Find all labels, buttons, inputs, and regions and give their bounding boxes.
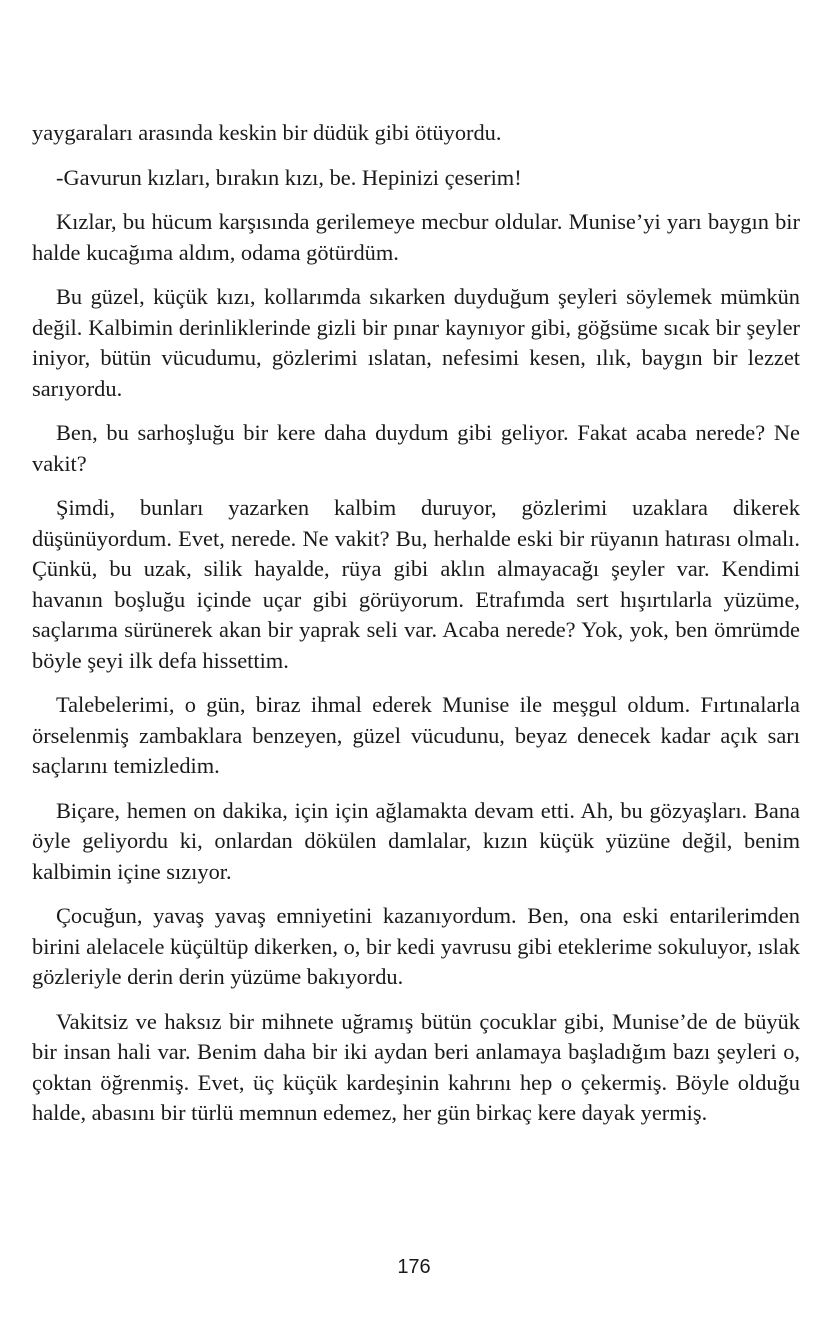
page-number: 176: [397, 1256, 431, 1278]
paragraph-7: Talebelerimi, o gün, biraz ihmal ederek Munise ile meşgul oldum. Fırtınalarla örselenmiş zambaklara benzeyen, güzel vücudunu, beyaz denecek kadar açık sarı saçlarını temizledim.: [32, 692, 800, 778]
page-body: [32, 118, 800, 1143]
paragraph-10: Vakitsiz ve haksız bir mihnete uğramış bütün çocuklar gibi, Munise’de de büyük bir insan hali var. Benim daha bir iki aydan beri anlamaya başladığım bazı şeyleri o, çoktan öğrenmiş. Evet, üç küçük kardeşinin kahrını hep o çekermiş. Böyle olduğu halde, abasını bir türlü memnun edemez, her gün birkaç kere dayak yermiş.: [32, 1008, 800, 1125]
paragraph-6: Şimdi, bunları yazarken kalbim duruyor, gözlerimi uzaklara dikerek düşünüyordum. Evet, nerede. Ne vakit? Bu, herhalde eski bir rüyanın hatırası olmalı. Çünkü, bu uzak, silik hayalde, rüya gibi aklın almayacağı şeyler var. Kendimi havanın boşluğu içinde uçar gibi görüyorum. Etrafımda sert hışırtılarla yüzüme, saçlarıma sürünerek akan bir yaprak seli var. Acaba nerede? Yok, yok, ben ömrümde böyle şeyi ilk defa hissettim.: [32, 495, 800, 673]
paragraph-3: Kızlar, bu hücum karşısında gerilemeye mecbur oldular. Munise’yi yarı baygın bir halde kucağıma aldım, odama götürdüm.: [32, 209, 800, 265]
paragraph-9: Çocuğun, yavaş yavaş emniyetini kazanıyordum. Ben, ona eski entarilerimden birini alelacele küçültüp dikerken, o, bir kedi yavrusu gibi eteklerime sokuluyor, ıslak gözleriyle derin derin yüzüme bakıyordu.: [32, 903, 800, 989]
paragraph-8: Biçare, hemen on dakika, için için ağlamakta devam etti. Ah, bu gözyaşları. Bana öyle geliyordu ki, onlardan dökülen damlalar, kızın küçük yüzüne değil, benim kalbimin içine sızıyor.: [32, 797, 800, 884]
paragraph-2: -Gavurun kızları, bırakın kızı, be. Hepinizi çeserim!: [56, 164, 522, 190]
paragraph-5: Ben, bu sarhoşluğu bir kere daha duydum gibi geliyor. Fakat acaba nerede? Ne vakit?: [32, 420, 800, 476]
paragraph-1: yaygaraları arasında keskin bir düdük gibi ötüyordu.: [32, 120, 502, 145]
paragraph-4: Bu güzel, küçük kızı, kollarımda sıkarken duyduğum şeyleri söylemek mümkün değil. Kalbimin derinliklerinde gizli bir pınar kaynıyor gibi, göğsüme sıcak bir şeyler iniyor, bütün vücudumu, gözlerimi ıslatan, nefesimi kesen, ılık, baygın bir lezzet sarıyordu.: [32, 284, 800, 401]
